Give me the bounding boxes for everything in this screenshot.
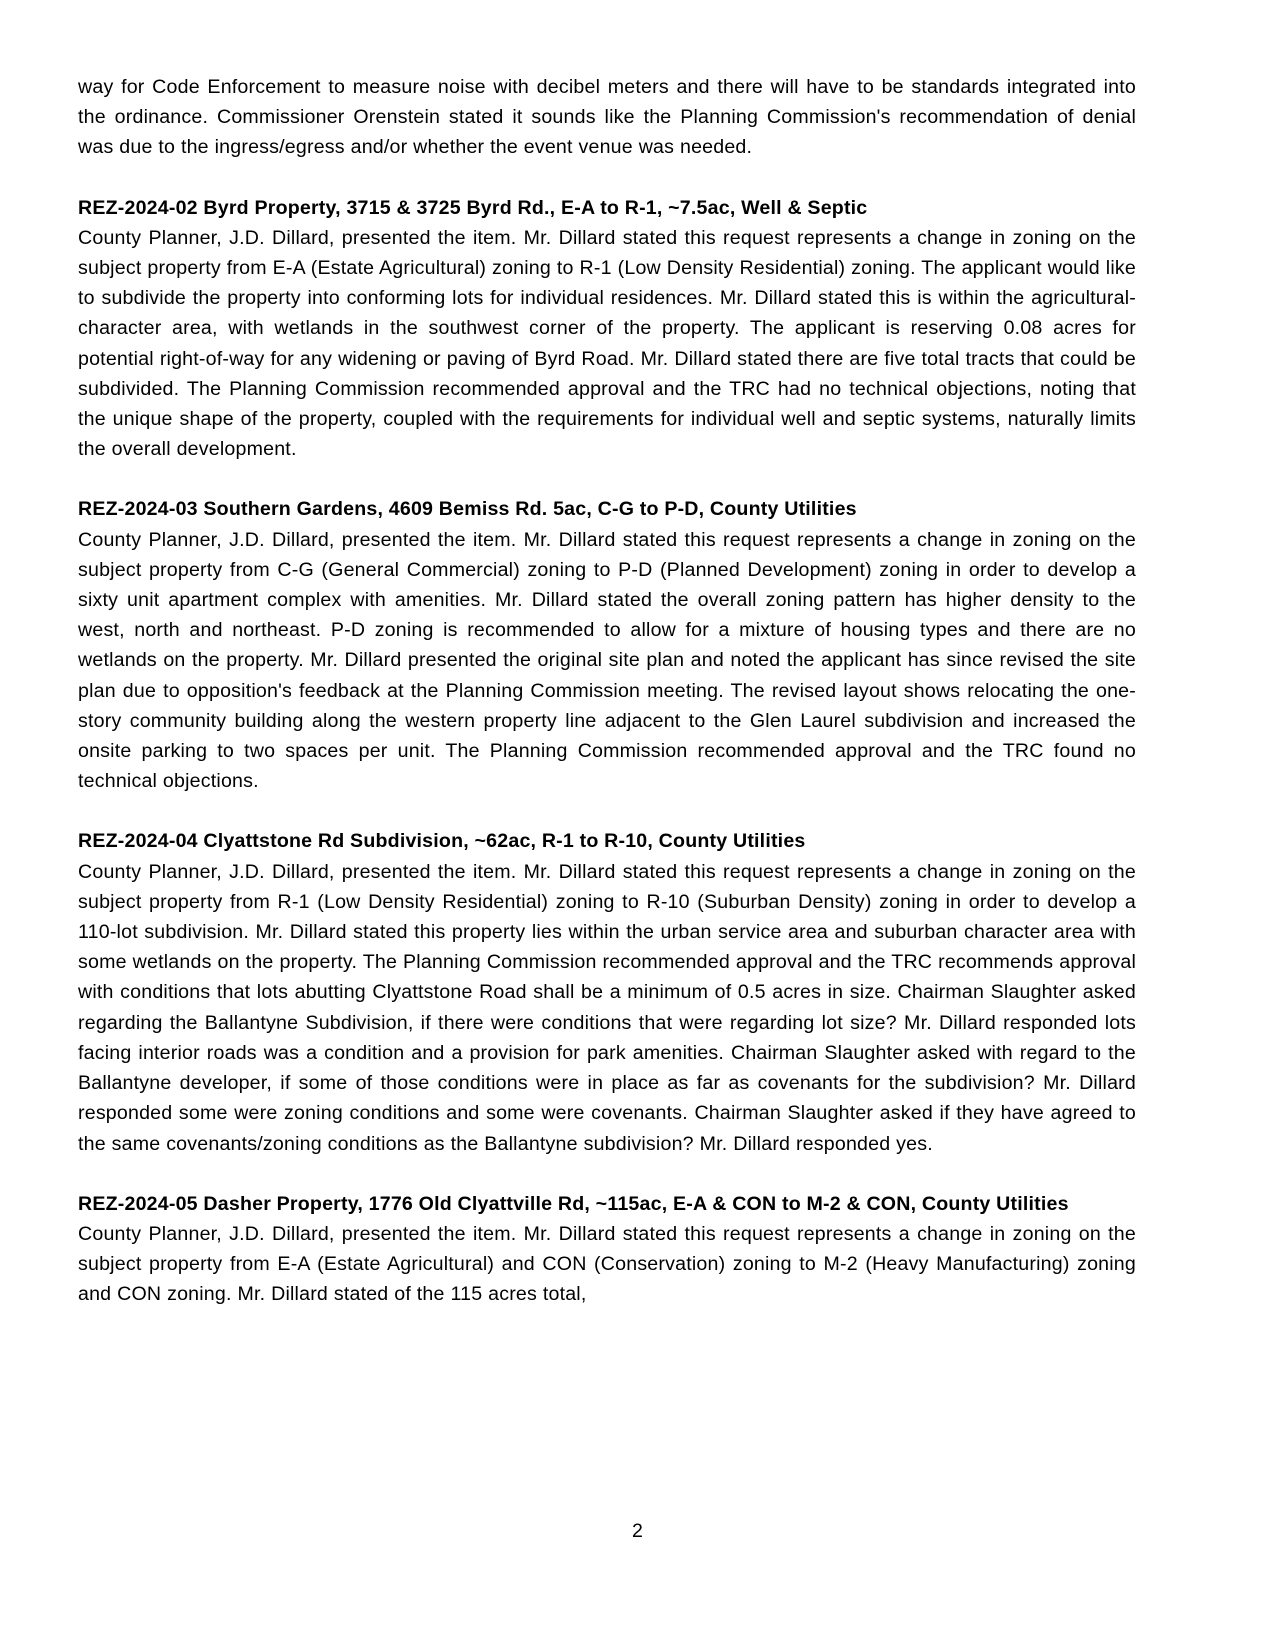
paragraph-rez-2024-02-body: County Planner, J.D. Dillard, presented the item. Mr. Dillard stated this request represents a change in zoning on the subject property from E-A (Estate Agricultural) zoning to R-1 (Low Density Residential) zoning. The applicant would like to subdivide the property into conforming lots for individual residences. Mr. Dillard stated this is within the agricultural-character area, with wetlands in the southwest corner of the property. The applicant is reserving 0.08 acres for potential right-of-way for any widening or paving of Byrd Road. Mr. Dillard stated there are five total tracts that could be subdivided. The Planning Commission recommended approval and the TRC had no technical objections, noting that the unique shape of the property, coupled with the requirements for individual well and septic systems, naturally limits the overall development. (78, 226, 1136, 461)
paragraph-rez-2024-04-body: County Planner, J.D. Dillard, presented the item. Mr. Dillard stated this request represents a change in zoning on the subject property from R-1 (Low Density Residential) zoning to R-10 (Suburban Density) zoning in order to develop a 110-lot subdivision. Mr. Dillard stated this property lies within the urban service area and suburban character area with some wetlands on the property. The Planning Commission recommended approval and the TRC recommends approval with conditions that lots abutting Clyattstone Road shall be a minimum of 0.5 acres in size. Chairman Slaughter asked regarding the Ballantyne Subdivision, if there were conditions that were regarding lot size? Mr. Dillard responded lots facing interior roads was a condition and a provision for park amenities. Chairman Slaughter asked with regard to the Ballantyne developer, if some of those conditions were in place as far as covenants for the subdivision? Mr. Dillard responded some were zoning conditions and some were covenants. Chairman Slaughter asked if they have agreed to the same covenants/zoning conditions as the Ballantyne subdivision? Mr. Dillard responded yes. (78, 860, 1136, 1155)
paragraph-continued-noise-standards: way for Code Enforcement to measure noise with decibel meters and there will have to be standards integrated into the ordinance. Commissioner Orenstein stated it sounds like the Planning Commission's recommendation of denial was due to the ingress/egress and/or whether the event venue was needed. (78, 76, 1136, 159)
paragraph-rez-2024-05-body: County Planner, J.D. Dillard, presented the item. Mr. Dillard stated this request represents a change in zoning on the subject property from E-A (Estate Agricultural) and CON (Conservation) zoning to M-2 (Heavy Manufacturing) zoning and CON zoning. Mr. Dillard stated of the 115 acres total, (78, 1222, 1136, 1306)
paragraph-spacer (78, 1159, 1136, 1189)
paragraph-spacer (78, 163, 1136, 193)
document-body (78, 72, 1136, 1310)
paragraph-spacer (78, 464, 1136, 494)
heading-rez-2024-03: REZ-2024-03 Southern Gardens, 4609 Bemiss Rd. 5ac, C-G to P-D, County Utilities (78, 498, 857, 521)
heading-rez-2024-04: REZ-2024-04 Clyattstone Rd Subdivision, ~62ac, R-1 to R-10, County Utilities (78, 830, 806, 853)
page-number: 2 (632, 1520, 643, 1542)
heading-rez-2024-05: REZ-2024-05 Dasher Property, 1776 Old Clyattville Rd, ~115ac, E-A & CON to M-2 & CON, County Utilities (78, 1192, 1069, 1215)
heading-rez-2024-02: REZ-2024-02 Byrd Property, 3715 & 3725 Byrd Rd., E-A to R-1, ~7.5ac, Well & Septic (78, 196, 868, 219)
paragraph-spacer (78, 796, 1136, 826)
paragraph-rez-2024-03-body: County Planner, J.D. Dillard, presented the item. Mr. Dillard stated this request represents a change in zoning on the subject property from C-G (General Commercial) zoning to P-D (Planned Development) zoning in order to develop a sixty unit apartment complex with amenities. Mr. Dillard stated the overall zoning pattern has higher density to the west, north and northeast. P-D zoning is recommended to allow for a mixture of housing types and there are no wetlands on the property. Mr. Dillard presented the original site plan and noted the applicant has since revised the site plan due to opposition's feedback at the Planning Commission meeting. The revised layout shows relocating the one-story community building along the western property line adjacent to the Glen Laurel subdivision and increased the onsite parking to two spaces per unit. The Planning Commission recommended approval and the TRC found no technical objections. (78, 528, 1136, 793)
